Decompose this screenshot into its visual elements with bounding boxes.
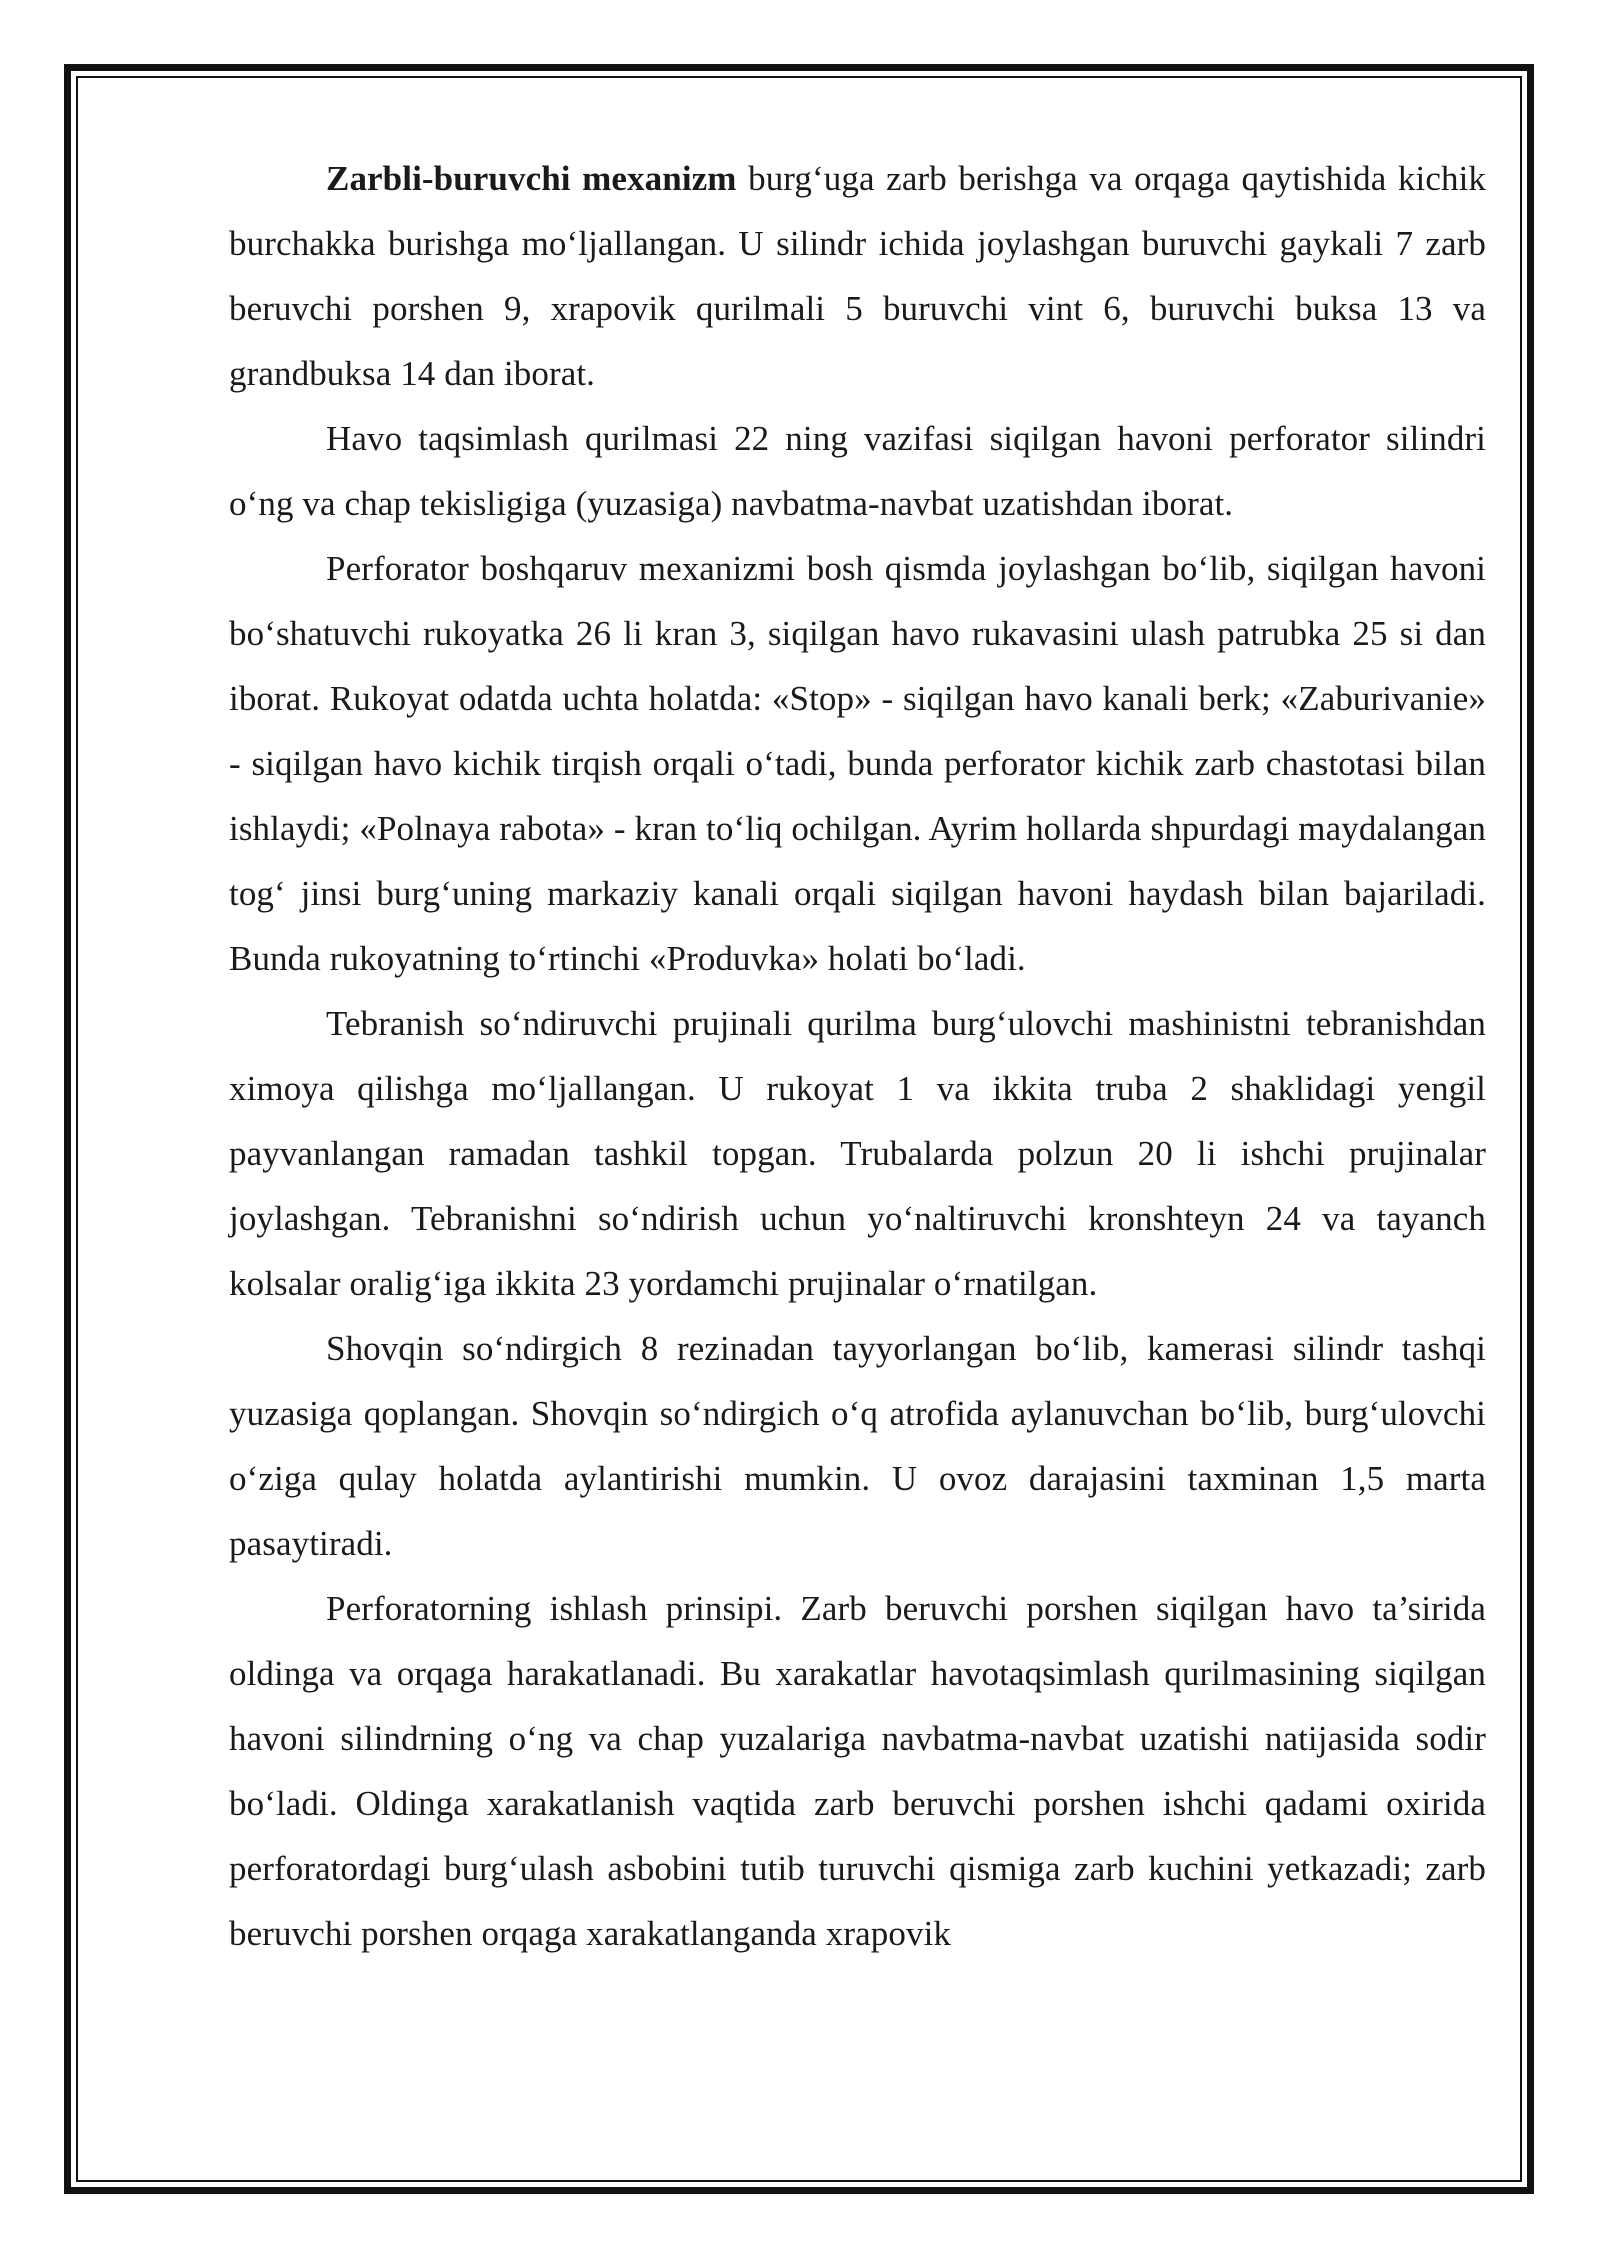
paragraph-tebranish-sondiruvchi: Tebranish so‘ndiruvchi prujinali qurilma burg‘ulovchi mashinistni tebranishdan ximoya qilishga mo‘ljallangan. U rukoyat 1 va ikkita truba 2 shaklidagi yengil payvanlangan ramadan tashkil topgan. Trubalarda polzun 20 li ishchi prujinalar joylashgan. Tebranishni so‘ndirish uchun yo‘naltiruvchi kronshteyn 24 va tayanch kolsalar oralig‘iga ikkita 23 yordamchi prujinalar o‘rnatilgan. [229, 1004, 1486, 1303]
paragraph-zarbli-buruvchi-mexanizm [229, 146, 1486, 406]
paragraph-boshqaruv-mexanizmi: Perforator boshqaruv mexanizmi bosh qismda joylashgan bo‘lib, siqilgan havoni bo‘shatuvchi rukoyatka 26 li kran 3, siqilgan havo rukavasini ulash patrubka 25 si dan iborat. Rukoyat odatda uchta holatda: «Stop» - siqilgan havo kanali berk; «Zaburivanie» - siqilgan havo kichik tirqish orqali o‘tadi, bunda perforator kichik zarb chastotasi bilan ishlaydi; «Polnaya rabota» - kran to‘liq ochilgan. Ayrim hollarda shpurdagi maydalangan tog‘ jinsi burg‘uning markaziy kanali orqali siqilgan havoni haydash bilan bajariladi. Bunda rukoyatning to‘rtinchi «Produvka» holati bo‘ladi. [229, 549, 1486, 978]
document-body [229, 146, 1486, 1966]
paragraph-havo-taqsimlash: Havo taqsimlash qurilmasi 22 ning vazifasi siqilgan havoni perforator silindri o‘ng va chap tekisligiga (yuzasiga) navbatma-navbat uzatishdan iborat. [229, 419, 1486, 523]
paragraph-ishlash-prinsipi: Perforatorning ishlash prinsipi. Zarb beruvchi porshen siqilgan havo ta’sirida oldinga va orqaga harakatlanadi. Bu xarakatlar havotaqsimlash qurilmasining siqilgan havoni silindrning o‘ng va chap yuzalariga navbatma-navbat uzatishi natijasida sodir bo‘ladi. Oldinga xarakatlanish vaqtida zarb beruvchi porshen ishchi qadami oxirida perforatordagi burg‘ulash asbobini tutib turuvchi qismiga zarb kuchini yetkazadi; zarb beruvchi porshen orqaga xarakatlanganda xrapovik [229, 1589, 1486, 1953]
paragraph-text: burg‘uga zarb berishga va orqaga qaytishida kichik burchakka burishga mo‘ljallangan. U silindr ichida joylashgan buruvchi gaykali 7 zarb beruvchi porshen 9, xrapovik qurilmali 5 buruvchi vint 6, buruvchi buksa 13 va grandbuksa 14 dan iborat. [229, 159, 1486, 393]
paragraph-lead-term: Zarbli-buruvchi mexanizm [326, 159, 737, 198]
paragraph-shovqin-sondirgich: Shovqin so‘ndirgich 8 rezinadan tayyorlangan bo‘lib, kamerasi silindr tashqi yuzasiga qoplangan. Shovqin so‘ndirgich o‘q atrofida aylanuvchan bo‘lib, burg‘ulovchi o‘ziga qulay holatda aylantirishi mumkin. U ovoz darajasini taxminan 1,5 marta pasaytiradi. [229, 1329, 1486, 1563]
